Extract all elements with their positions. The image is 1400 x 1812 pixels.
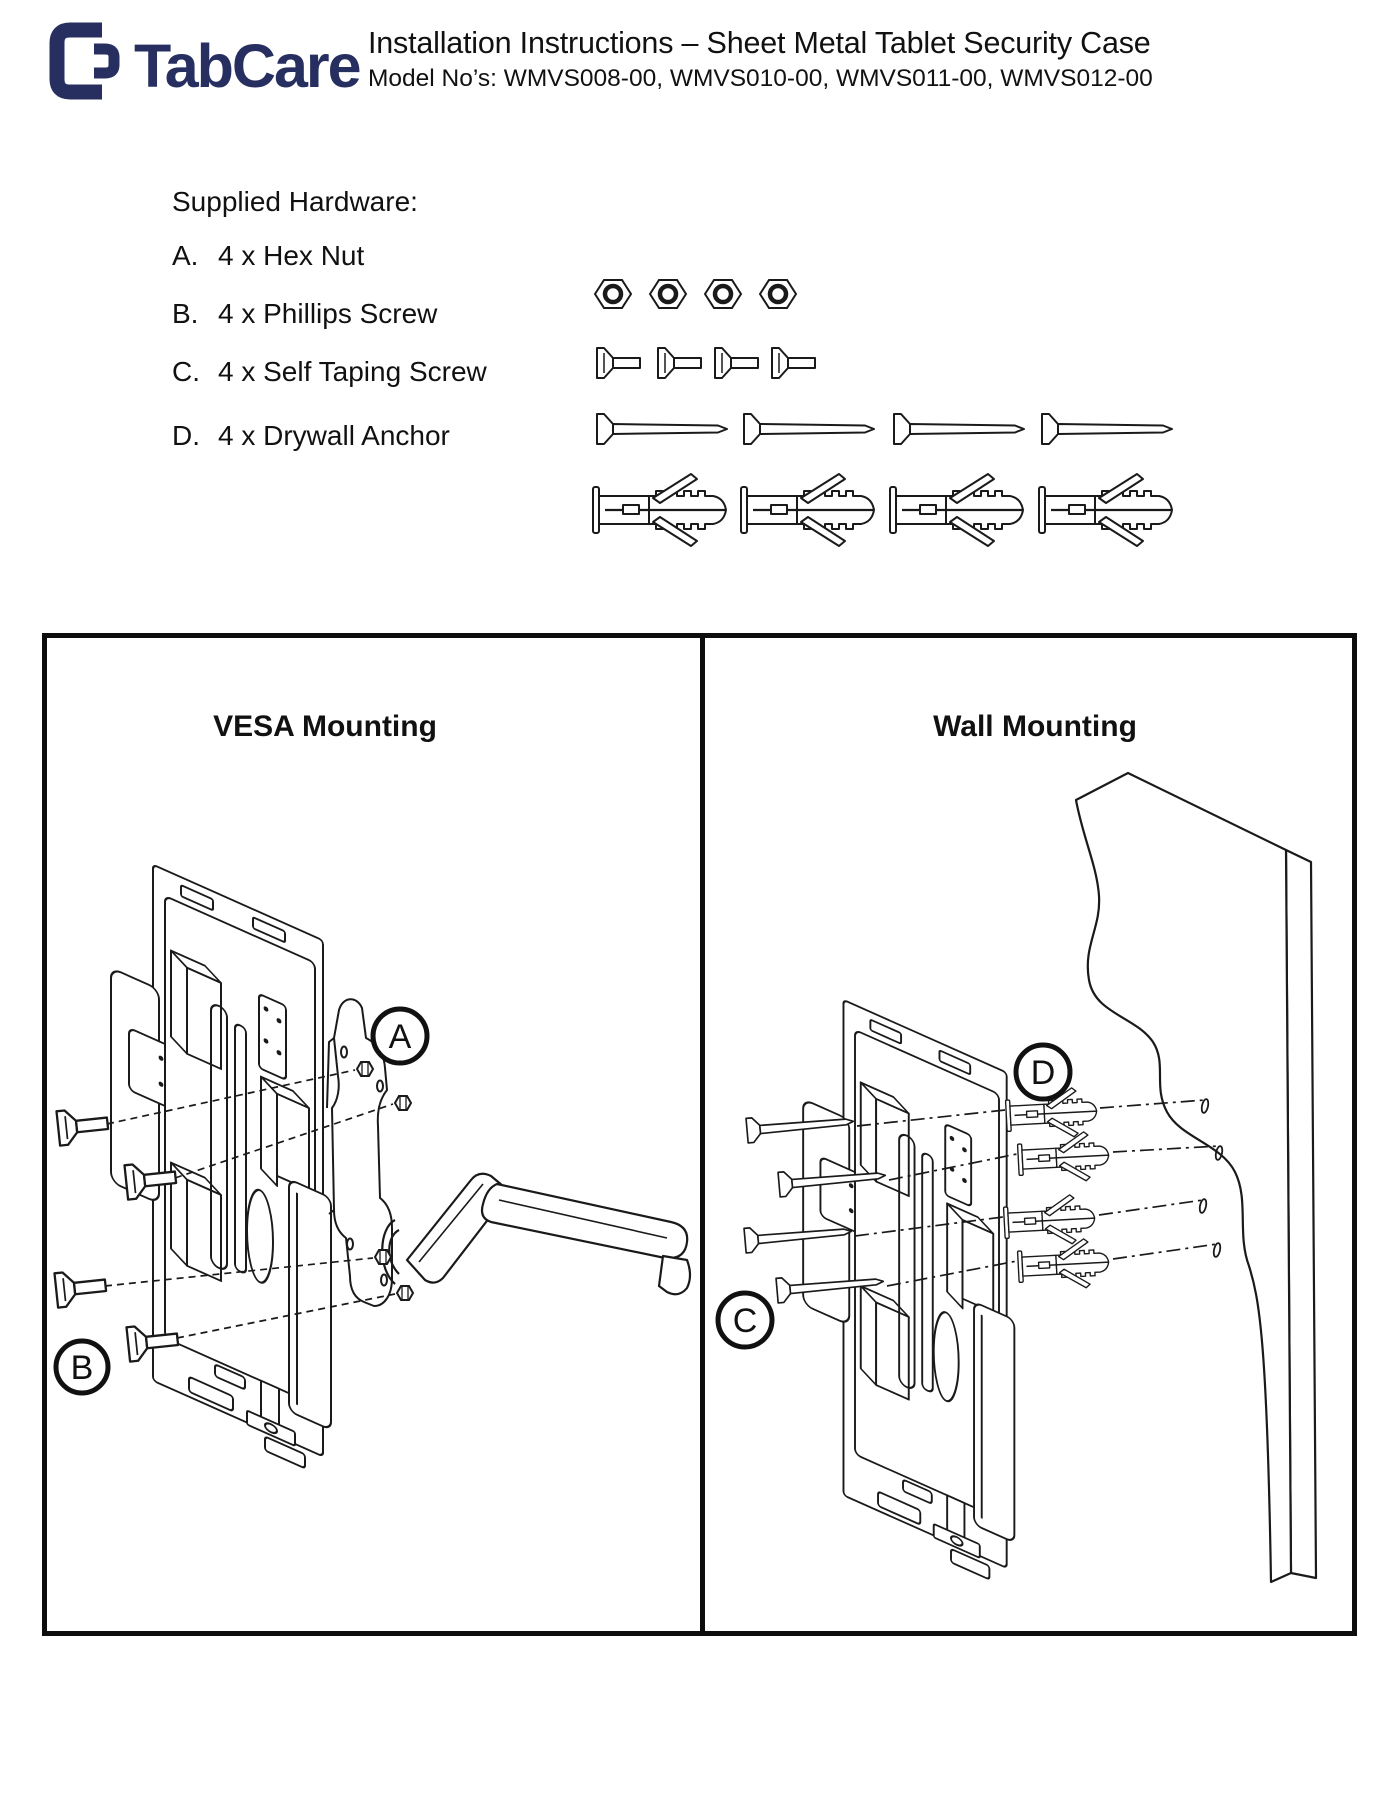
vesa-mounting-title: VESA Mounting (213, 710, 437, 743)
hardware-item-phillips-screw (172, 298, 437, 330)
self-tapping-screw-icons (597, 414, 1172, 444)
hardware-icons (585, 228, 1185, 563)
hardware-item-self-taping-screw (172, 356, 487, 388)
wall-mounting-diagram (705, 638, 1353, 1631)
hardware-item-drywall-anchor (172, 420, 450, 452)
drywall-anchor-icon (1017, 1131, 1110, 1185)
phillips-screw-icon (597, 348, 640, 378)
item-letter: B. (172, 298, 199, 329)
hex-nut-icon (395, 1096, 411, 1110)
hex-nut-icon (595, 280, 631, 308)
callout-c-letter: C (732, 1302, 758, 1340)
tabcare-logo (44, 18, 374, 111)
hex-nut-icon (397, 1286, 413, 1300)
callout-c-badge (718, 1293, 772, 1347)
callout-b-letter: B (70, 1349, 94, 1387)
drywall-anchor-icons (593, 474, 1172, 546)
phillips-screw-icon (772, 348, 815, 378)
drywall-anchor-icon (1039, 474, 1172, 546)
hex-nut-icons (595, 280, 796, 308)
page-title: Installation Instructions – Sheet Metal Tablet Security Case (368, 26, 1151, 60)
item-label: 4 x Phillips Screw (218, 298, 438, 329)
brand-text: TabCare (134, 32, 360, 100)
page-subtitle: Model No’s: WMVS008-00, WMVS010-00, WMVS011-00, WMVS012-00 (368, 65, 1153, 92)
phillips-screw-icon (55, 1268, 108, 1307)
tabcare-logo-icon (57, 30, 114, 92)
self-tapping-screw-icon (894, 414, 1024, 444)
supplied-hardware-heading: Supplied Hardware: (172, 186, 418, 217)
header-title-block (368, 26, 1153, 93)
callout-d-letter: D (1030, 1054, 1056, 1092)
item-label: 4 x Self Taping Screw (218, 356, 487, 387)
phillips-screw-icon (715, 348, 758, 378)
callout-a-badge (373, 1009, 427, 1063)
monitor-arm (382, 1174, 690, 1295)
callout-a-letter: A (388, 1018, 412, 1056)
drywall-anchor-icon (593, 474, 726, 546)
vesa-mounting-diagram (47, 638, 697, 1631)
phillips-screw-icons (597, 348, 815, 378)
item-letter: A. (172, 240, 199, 271)
item-label: 4 x Hex Nut (218, 240, 365, 271)
callout-b-badge (56, 1341, 108, 1393)
hex-nut-icon (760, 280, 796, 308)
item-letter: D. (172, 420, 200, 451)
item-letter: C. (172, 356, 200, 387)
hex-nut-icon (705, 280, 741, 308)
phillips-screw-icon (658, 348, 701, 378)
wall-mounting-title: Wall Mounting (933, 710, 1137, 743)
self-tapping-screw-icon (1042, 414, 1172, 444)
item-label: 4 x Drywall Anchor (218, 420, 450, 451)
hex-nut-icon (650, 280, 686, 308)
drywall-anchor-icon (890, 474, 1023, 546)
phillips-screw-icon (57, 1106, 110, 1145)
hex-nut-icon (357, 1062, 373, 1076)
callout-d-badge (1016, 1045, 1070, 1099)
self-tapping-screw-icon (597, 414, 727, 444)
self-tapping-screw-icon (744, 414, 874, 444)
wall (1076, 773, 1316, 1582)
hex-nut-icon (375, 1250, 391, 1264)
drywall-anchors (1003, 1087, 1110, 1292)
drywall-anchor-icon (741, 474, 874, 546)
drywall-anchor-icon (1017, 1238, 1110, 1292)
hardware-item-hex-nut (172, 240, 364, 272)
